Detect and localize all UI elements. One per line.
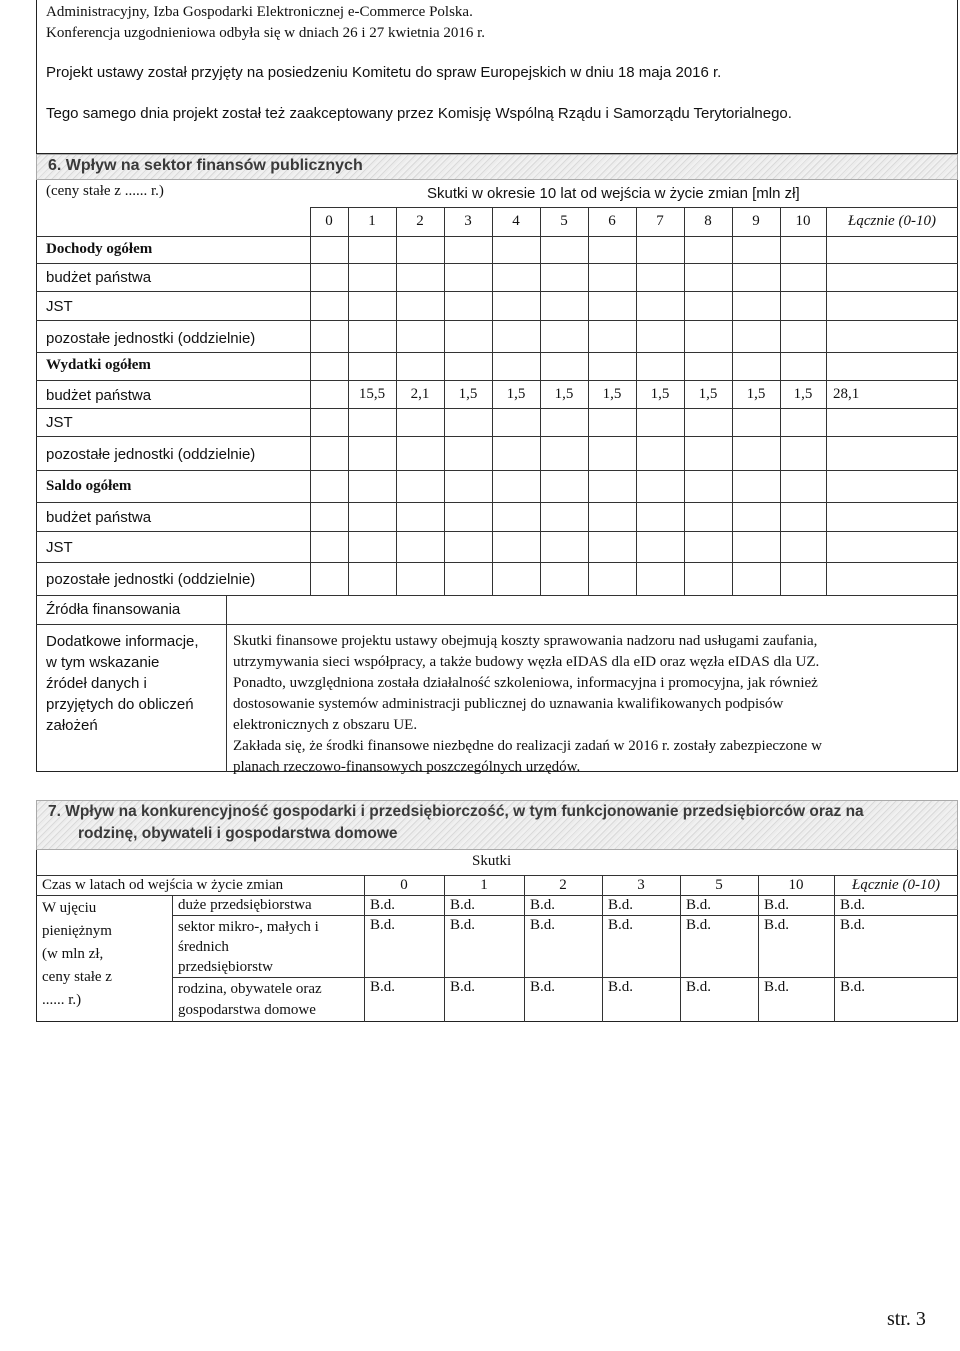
grid-line xyxy=(758,875,759,1022)
value-cell: B.d. xyxy=(686,897,712,913)
row-dochody-ogolem: Dochody ogółem xyxy=(46,241,153,257)
grid-line xyxy=(36,895,958,896)
value-cell: B.d. xyxy=(764,979,790,995)
row-label-households: rodzina, obywatele oraz gospodarstwa domowe xyxy=(178,981,322,1018)
year-header: 3 xyxy=(637,877,645,893)
grid-line xyxy=(36,236,958,237)
year-header: 8 xyxy=(704,213,712,229)
row-wydatki-ogolem: Wydatki ogółem xyxy=(46,357,151,373)
grid-line xyxy=(36,624,958,625)
year-header: 5 xyxy=(560,213,568,229)
total-header: Łącznie (0-10) xyxy=(852,877,940,893)
value-cell: 1,5 xyxy=(554,386,574,402)
grid-line xyxy=(444,875,445,1022)
year-header: 6 xyxy=(608,213,616,229)
value-cell: B.d. xyxy=(370,917,396,933)
value-cell: B.d. xyxy=(764,917,790,933)
info-text: Skutki finansowe projektu ustawy obejmują koszty sprawowania nadzoru nad usługami zaufania, utrzymywania sieci współpracy, a także budowy węzła eIDAS dla eID oraz węzła eIDAS dla UZ. Ponadto, uwzględniona została działalność szkoleniowa, informacyjna i promocyjna, jak również dostosowanie systemów administracji publicznej do uznawania kwalifikowanych podpisów elektronicznych z obszaru UE. Zakłada się, że środki finansowe niezbędne do realizacji zadań w 2016 r. zostały zabezpieczone w planach rzeczowo-finansowych poszczególnych urzędów. xyxy=(233,633,822,775)
intro-line-1: Administracyjny, Izba Gospodarki Elektronicznej e-Commerce Polska. xyxy=(46,4,473,20)
row-dochody-pozostale: pozostałe jednostki (oddzielnie) xyxy=(46,330,256,347)
year-header: 5 xyxy=(715,877,723,893)
section6-title: 6. Wpływ na sektor finansów publicznych xyxy=(48,157,363,174)
year-header: 0 xyxy=(325,213,333,229)
row-dochody-jst: JST xyxy=(46,298,73,315)
grid-line xyxy=(36,531,958,532)
year-header: 0 xyxy=(400,877,408,893)
row-wydatki-pozostale: pozostałe jednostki (oddzielnie) xyxy=(46,446,256,463)
grid-line xyxy=(36,263,958,264)
time-label: Czas w latach od wejścia w życie zmian xyxy=(42,877,284,893)
section7-title-line-2: rodzinę, obywateli i gospodarstwa domowe xyxy=(78,825,398,842)
value-cell: B.d. xyxy=(370,979,396,995)
info-label: Dodatkowe informacje, w tym wskazanie źródeł danych i przyjętych do obliczeń założeń xyxy=(46,633,199,734)
grid-line xyxy=(826,207,827,595)
prices-label: (ceny stałe z ...... r.) xyxy=(46,183,164,199)
grid-line xyxy=(172,977,958,978)
value-cell: 1,5 xyxy=(698,386,718,402)
monetary-label: W ujęciu pieniężnym (w mln zł, ceny stałe z ...... r.) xyxy=(42,900,112,1008)
year-header: 2 xyxy=(559,877,567,893)
value-cell: B.d. xyxy=(608,979,634,995)
intro-line-2: Konferencja uzgodnieniowa odbyła się w dniach 26 i 27 kwietnia 2016 r. xyxy=(46,25,486,41)
grid-line xyxy=(680,875,681,1022)
grid-line xyxy=(36,320,958,321)
value-cell: 1,5 xyxy=(602,386,622,402)
row-saldo-ogolem: Saldo ogółem xyxy=(46,478,132,494)
grid-line xyxy=(602,875,603,1022)
value-cell: B.d. xyxy=(450,917,476,933)
value-cell: 1,5 xyxy=(746,386,766,402)
grid-line xyxy=(226,595,227,772)
row-dochody-budzet: budżet państwa xyxy=(46,269,152,286)
value-cell: B.d. xyxy=(608,897,634,913)
grid-line xyxy=(524,875,525,1022)
grid-line xyxy=(36,502,958,503)
row-saldo-pozostale: pozostałe jednostki (oddzielnie) xyxy=(46,571,256,588)
grid-line xyxy=(36,470,958,471)
year-header: 3 xyxy=(464,213,472,229)
value-cell: B.d. xyxy=(450,979,476,995)
row-label-sme: sektor mikro-, małych i średnich przedsiębiorstw xyxy=(178,919,319,975)
grid-line xyxy=(36,380,958,381)
value-cell: B.d. xyxy=(608,917,634,933)
value-cell: B.d. xyxy=(686,917,712,933)
row-zrodla: Źródła finansowania xyxy=(46,601,181,618)
row-saldo-budzet: budżet państwa xyxy=(46,509,152,526)
grid-line xyxy=(36,352,958,353)
grid-line xyxy=(172,895,173,1022)
grid-line xyxy=(36,595,958,596)
value-cell: B.d. xyxy=(840,897,866,913)
grid-line xyxy=(172,915,958,916)
value-cell: B.d. xyxy=(840,917,866,933)
value-cell: B.d. xyxy=(450,897,476,913)
row-label-large-enterprises: duże przedsiębiorstwa xyxy=(178,897,312,913)
value-cell: B.d. xyxy=(686,979,712,995)
value-cell: 2,1 xyxy=(410,386,430,402)
grid-line xyxy=(36,562,958,563)
value-cell: 15,5 xyxy=(358,386,386,402)
grid-line xyxy=(310,207,311,595)
page-number: str. 3 xyxy=(887,1308,926,1330)
value-cell: B.d. xyxy=(764,897,790,913)
value-cell: 1,5 xyxy=(793,386,813,402)
section7-effects-header: Skutki xyxy=(472,853,512,869)
value-cell: B.d. xyxy=(530,979,556,995)
row-wydatki-budzet: budżet państwa xyxy=(46,387,152,404)
value-cell: 1,5 xyxy=(506,386,526,402)
grid-line xyxy=(36,408,958,409)
year-header: 7 xyxy=(656,213,664,229)
section7-title-line-1: 7. Wpływ na konkurencyjność gospodarki i przedsiębiorczość, w tym funkcjonowanie przedsiębiorców oraz na xyxy=(48,803,864,820)
grid-line xyxy=(36,291,958,292)
year-header: 2 xyxy=(416,213,424,229)
year-header: 1 xyxy=(480,877,488,893)
year-header: 10 xyxy=(795,213,811,229)
year-header: 4 xyxy=(512,213,520,229)
year-header: 10 xyxy=(788,877,804,893)
value-cell: B.d. xyxy=(840,979,866,995)
intro-line-4: Tego samego dnia projekt został też zaakceptowany przez Komisję Wspólną Rządu i Samorządu Terytorialnego. xyxy=(46,105,792,122)
value-cell: B.d. xyxy=(530,897,556,913)
value-cell-total: 28,1 xyxy=(833,386,860,402)
effects-header: Skutki w okresie 10 lat od wejścia w życie zmian [mln zł] xyxy=(427,185,800,202)
intro-line-3: Projekt ustawy został przyjęty na posiedzeniu Komitetu do spraw Europejskich w dniu 18 maja 2016 r. xyxy=(46,64,722,81)
value-cell: B.d. xyxy=(530,917,556,933)
total-header: Łącznie (0-10) xyxy=(848,213,936,229)
row-wydatki-jst: JST xyxy=(46,414,73,431)
grid-line xyxy=(310,207,958,208)
row-saldo-jst: JST xyxy=(46,539,73,556)
year-header: 9 xyxy=(752,213,760,229)
grid-line xyxy=(36,875,958,876)
grid-line xyxy=(364,875,365,1022)
value-cell: B.d. xyxy=(370,897,396,913)
year-header: 1 xyxy=(368,213,376,229)
grid-line xyxy=(36,436,958,437)
value-cell: 1,5 xyxy=(458,386,478,402)
grid-line xyxy=(834,875,835,1022)
value-cell: 1,5 xyxy=(650,386,670,402)
